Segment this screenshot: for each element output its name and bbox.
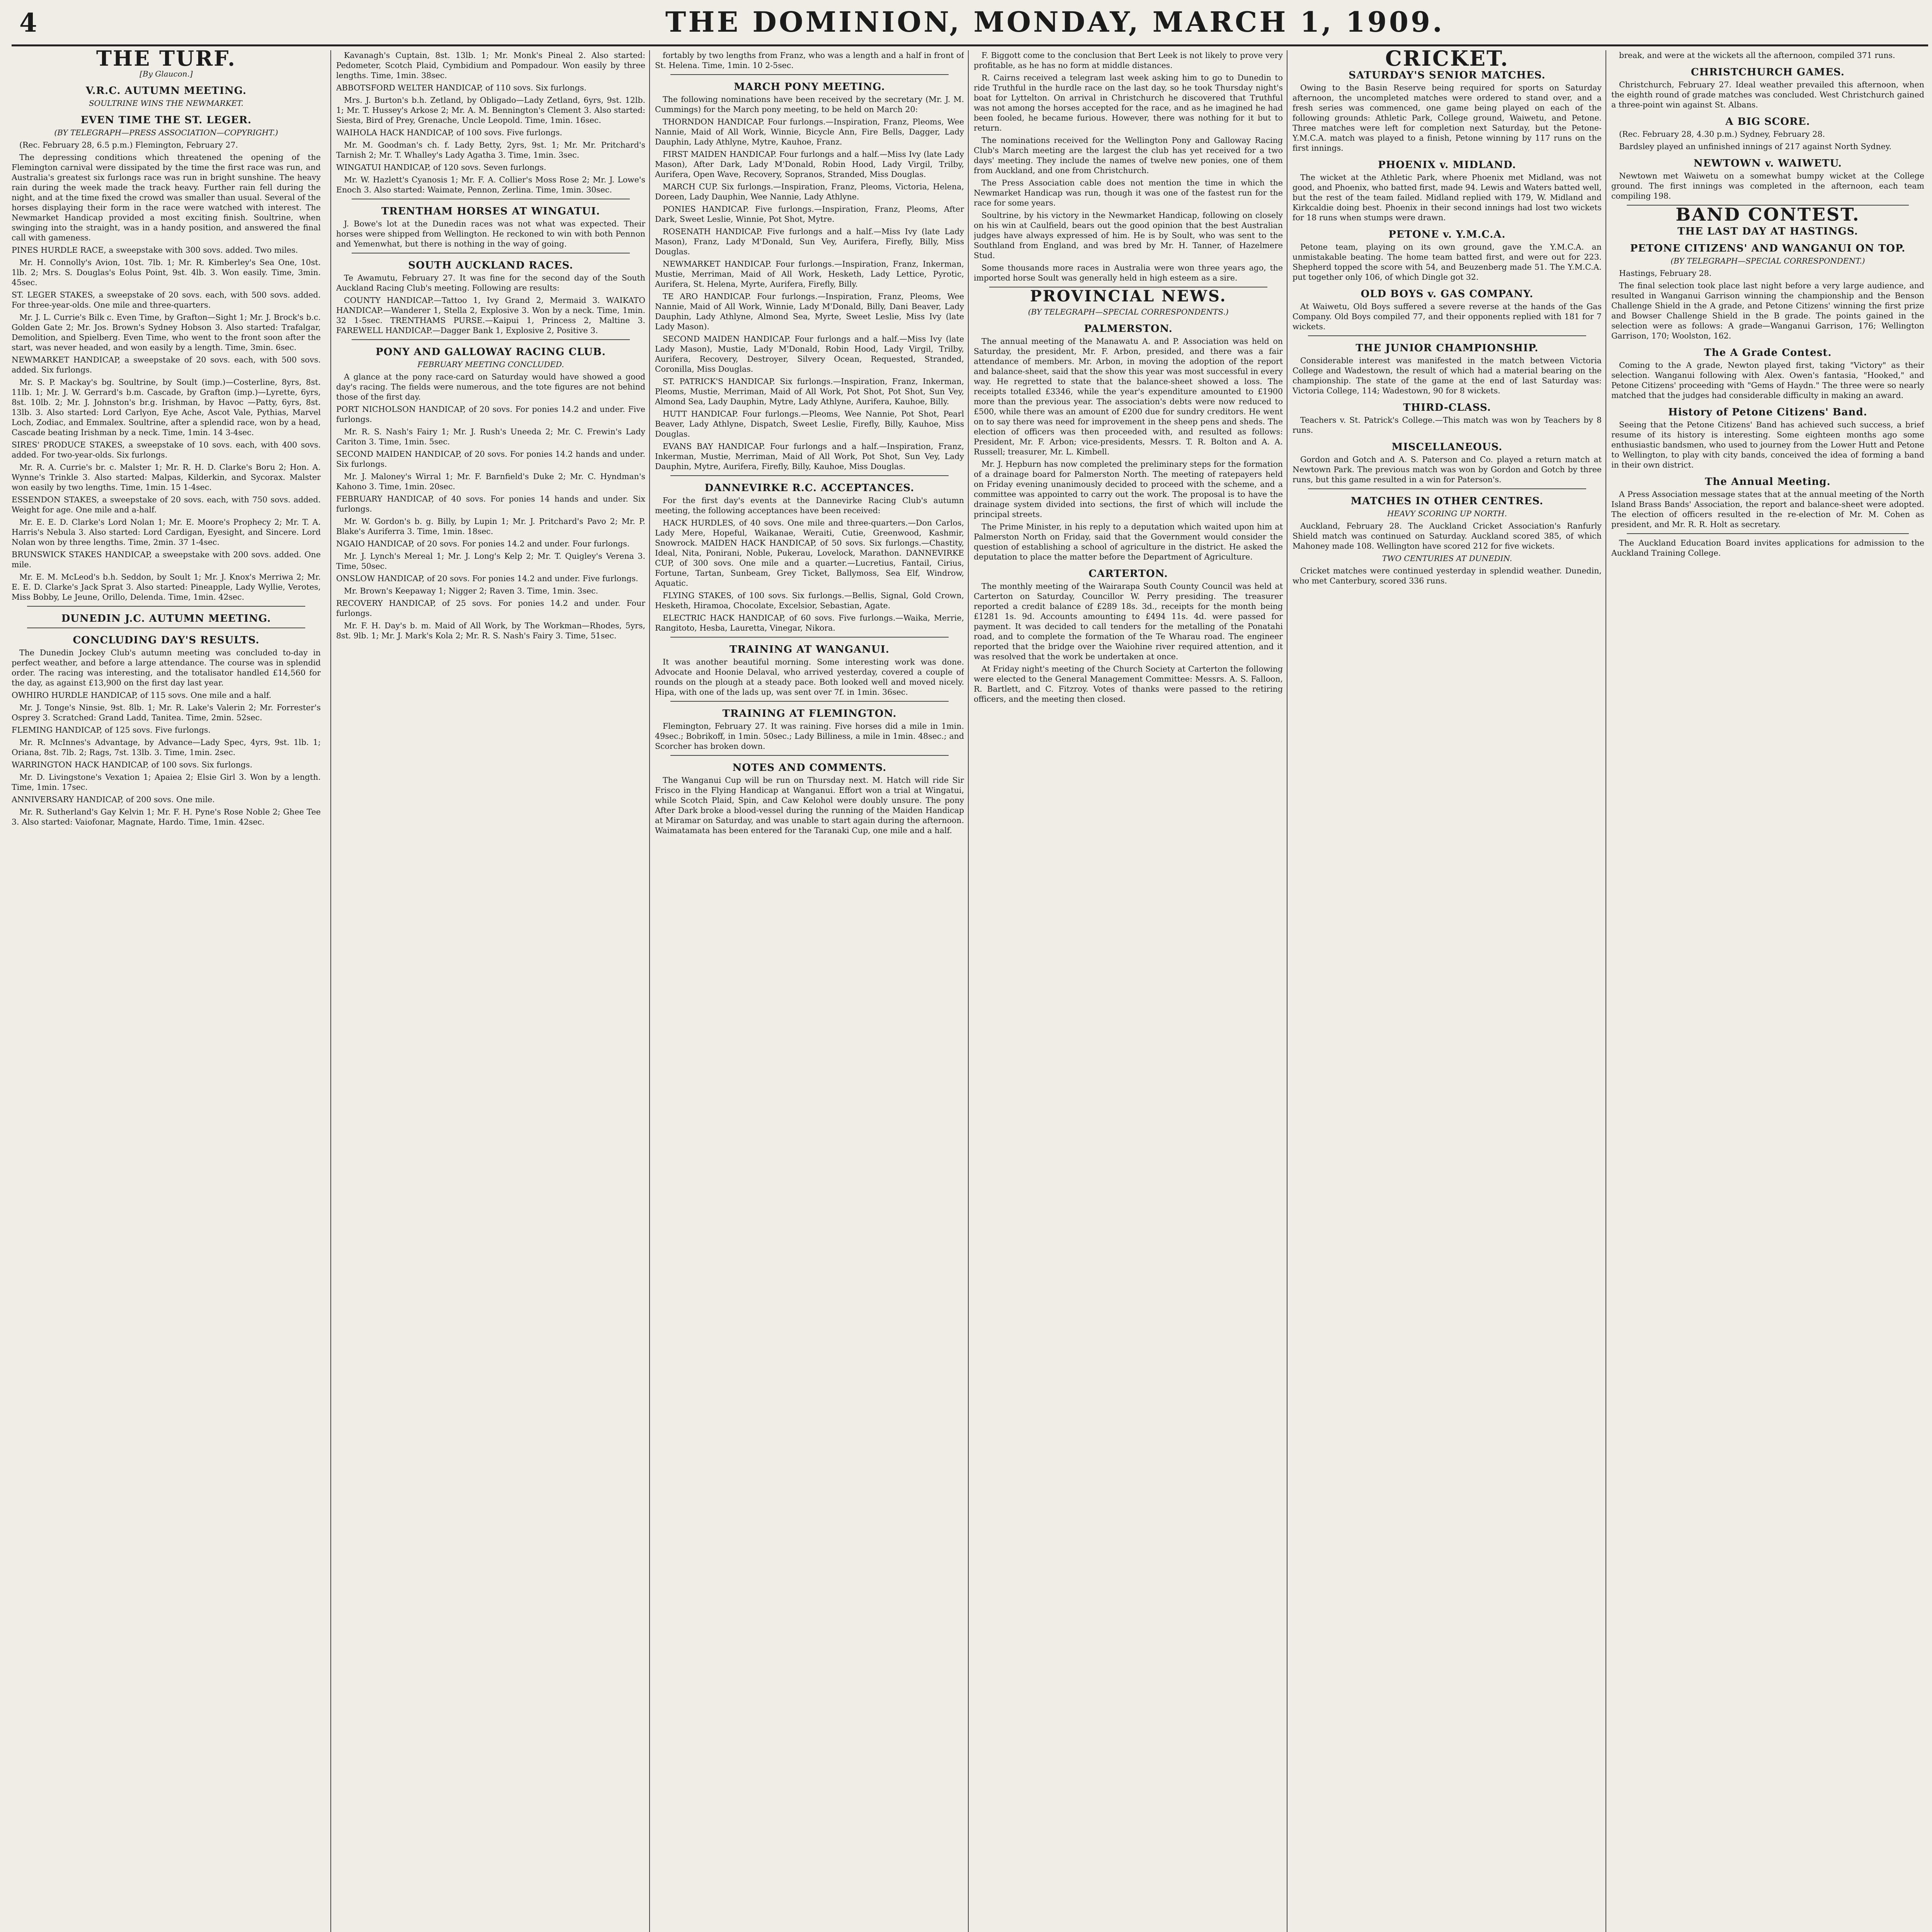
article-paragraph: Cricket matches were continued yesterday in splendid weather. Dunedin, who met Canterbury, scored 336 runs. — [1293, 566, 1602, 585]
article-paragraph: Gordon and Gotch and A. S. Paterson and Co. played a return match at Newtown Park. The previous match was won by Gordon and Gotch by three runs, but this game resulted in a win for Paterson's. — [1293, 455, 1602, 484]
race-heading: ESSENDON STAKES, a sweepstake of 20 sovs. each, with 750 sovs. added. Weight for age. One mile and a-half. — [12, 495, 321, 514]
newspaper-title: THE DOMINION, MONDAY, MARCH 1, 1909. — [665, 5, 1445, 38]
headline: TRAINING AT WANGANUI. — [730, 644, 889, 655]
byline: [By Glaucon.] — [139, 69, 193, 78]
columns — [12, 50, 1928, 1932]
headline: THIRD-CLASS. — [1403, 402, 1491, 413]
race-heading: OWHIRO HURDLE HANDICAP, of 115 sovs. One mile and a half. — [12, 690, 272, 700]
section-title: BAND CONTEST. — [1675, 204, 1860, 225]
race-result: Mr. J. Lynch's Mereal 1; Mr. J. Long's Kelp 2; Mr. T. Quigley's Verena 3. Time, 50sec. — [336, 551, 645, 571]
nomination-list: SECOND MAIDEN HANDICAP. Four furlongs and a half.—Miss Ivy (late Lady Mason), Mustie, Lady M'Donald, Robin Hood, Lady Virgil, Trilby, Aurifera, Recovery, Destroyer, Silvery Ocean, Requested, Stranded, Coronilla, Miss Douglas. — [655, 334, 964, 374]
article-paragraph: Kavanagh's Cuptain, 8st. 13lb. 1; Mr. Monk's Pineal 2. Also started: Pedometer, Scotch Plaid, Cymbidium and Pompadour. Won easily by three lengths. Time, 1min. 38sec. — [336, 51, 645, 80]
article-paragraph: J. Bowe's lot at the Dunedin races was not what was expected. Their horses were shipped from Wellington. He reckoned to win with both Pennon and Yemenwhat, but there is nothing in the way of going. — [336, 219, 645, 248]
race-heading: PINES HURDLE RACE, a sweepstake with 300 sovs. added. Two miles. — [12, 245, 298, 255]
nomination-list: EVANS BAY HANDICAP. Four furlongs and a half.—Inspiration, Franz, Inkerman, Mustie, Merriman, Maid of All Work, Pot Shot, Sun Vey, Lady Dauphin, Mytre, Aurifera, Firefly, Billy, Kauhoe, Miss Douglas. — [655, 442, 964, 471]
race-result: Mrs. J. Burton's b.h. Zetland, by Obligado—Lady Zetland, 6yrs, 9st. 12lb. 1; Mr. T. Hussey's Arkose 2; Mr. A. M. Bennington's Clement 3. Also started: Siesta, Bird of Prey, Grenache, Uncle Leopold. Time, 1min. 16sec. — [336, 95, 645, 125]
section-title: PROVINCIAL NEWS. — [1030, 287, 1227, 305]
article-paragraph: The monthly meeting of the Wairarapa South County Council was held at Carterton on Saturday, Councillor W. Perry presiding. The treasurer reported a credit balance of £289 18s. 3d., receipts for the month being £1281 1s. 9d. Accounts amounting to £494 11s. 4d. were passed for payment. It was decided to call tenders for the metalling of the Ponatahi road, and to complete the formation of the Te Wharau road. The engineer reported that the bridge over the Waiohine river required attention, and it was resolved that the work be undertaken at once. — [974, 582, 1283, 661]
masthead — [12, 0, 1928, 46]
article-paragraph: Te Awamutu, February 27. It was fine for the second day of the South Auckland Racing Club's meeting. Following are results: — [336, 273, 645, 293]
divider — [670, 475, 949, 476]
article-paragraph: Some thousands more races in Australia were won three years ago, the imported horse Soult was generally held in high esteem as a sire. — [974, 263, 1283, 282]
article-paragraph: Coming to the A grade, Newton played first, taking "Victory" as their selection. Wanganui following with Alex. Owen's fantasia, "Hooked," and Petone Citizens' proceeding with "Gems of Haydn." The three were so nearly matched that the judges had considerable difficulty in making an award. — [1611, 361, 1924, 400]
headline: V.R.C. AUTUMN MEETING. — [85, 85, 247, 97]
headline: TRAINING AT FLEMINGTON. — [722, 708, 897, 719]
nomination-list: HUTT HANDICAP. Four furlongs.—Pleoms, Wee Nannie, Pot Shot, Pearl Beaver, Lady Athlyne, Dispatch, Sweet Leslie, Firefly, Billy, Kauhoe, Miss Douglas. — [655, 409, 964, 439]
article-paragraph: Soultrine, by his victory in the Newmarket Handicap, following on closely on his win at Caulfield, bears out the good opinion that the best Australian judges have always expressed of him. He is by Soult, who was sent to the Southland from England, and was bred by Mr. H. Tanner, of Hazelmere Stud. — [974, 211, 1283, 260]
article-paragraph: A Press Association message states that at the annual meeting of the North Island Brass Bands' Association, the report and balance-sheet were adopted. The election of officers resulted in the re-election of Mr. M. Cohen as president, and Mr. R. R. Holt as secretary. — [1611, 490, 1924, 529]
race-heading: ONSLOW HANDICAP, of 20 sovs. For ponies 14.2 and under. Five furlongs. — [336, 574, 638, 583]
article-paragraph: The final selection took place last night before a very large audience, and resulted in Wanganui Garrison winning the championship and the Benson Challenge Shield in the A grade, and Petone Citizens' winning the first prize and Bowser Challenge Shield in the B grade. The points gained in the selection were as follows: A grade—Wanganui Garrison, 176; Wellington Garrison, 170; Woolston, 162. — [1611, 281, 1924, 340]
article-paragraph: Christchurch, February 27. Ideal weather prevailed this afternoon, when the eighth round of grade matches was concluded. West Christchurch gained a three-point win against St. Albans. — [1611, 80, 1924, 109]
article-paragraph: Petone team, playing on its own ground, gave the Y.M.C.A. an unmistakable beating. The home team batted first, and were out for 223. Shepherd topped the score with 54, and Beuzenberg made 51. The Y.M.C.A. put together only 106, of which Dingle got 32. — [1293, 242, 1602, 282]
headline: PETONE v. Y.M.C.A. — [1388, 229, 1506, 240]
article-paragraph: break, and were at the wickets all the afternoon, compiled 371 runs. — [1619, 51, 1895, 60]
subheadline: TWO CENTURIES AT DUNEDIN. — [1382, 554, 1512, 563]
race-heading: BRUNSWICK STAKES HANDICAP, a sweepstake with 200 sovs. added. One mile. — [12, 550, 321, 569]
headline: NOTES AND COMMENTS. — [732, 762, 887, 774]
race-result: Mr. F. H. Day's b. m. Maid of All Work, by The Workman—Rhodes, 5yrs, 8st. 9lb. 1; Mr. J. Mark's Kola 2; Mr. R. S. Nash's Fairy 3. Time, 51sec. — [336, 621, 645, 640]
headline: MATCHES IN OTHER CENTRES. — [1350, 495, 1544, 507]
headline: DUNEDIN J.C. AUTUMN MEETING. — [61, 613, 271, 624]
column-provincial — [974, 50, 1283, 1932]
article-paragraph: Auckland, February 28. The Auckland Cricket Association's Ranfurly Shield match was continued on Saturday. Auckland scored 385, of which Mahoney made 108. Wellington have scored 212 for five wickets. — [1293, 521, 1602, 551]
dateline: Hastings, February 28. — [1619, 269, 1712, 278]
race-result: Mr. S. P. Mackay's bg. Soultrine, by Soult (imp.)—Costerline, 8yrs, 8st. 11lb. 1; Mr. J. W. Gerrard's b.m. Cascade, by Grafton (imp.)—Lyrette, 6yrs, 8st. 10lb. 2; Mr. J. Johnston's br.g. Irishman, by Havoc —Patty, 6yrs, 8st. 13lb. 3. Also started: Lord Carlyon, Eye Ache, Ascot Vale, Pythias, Marvel Loch, Zodiac, and Emmalex. Soultrine, after a splendid race, won by a head, Cascade beating Irishman by a neck. Time, 1min. 14 3-4sec. — [12, 378, 321, 437]
dateline: (Rec. February 28, 4.30 p.m.) Sydney, February 28. — [1619, 129, 1825, 139]
article-paragraph: Considerable interest was manifested in the match between Victoria College and Wadestown, the result of which had a material bearing on the championship. The state of the game at the end of last Saturday was: Victoria College, 114; Wadestown, 90 for 8 wickets. — [1293, 356, 1602, 395]
acceptance-list: HACK HURDLES, of 40 sovs. One mile and three-quarters.—Don Carlos, Lady Mere, Hopeful, Waikanae, Weraiti, Cutie, Greenwood, Kashmir, Snowrock. MAIDEN HACK HANDICAP, of 50 sovs. Six furlongs.—Chastity, Ideal, Nita, Ponirani, Noble, Pukerau, Lovelock, Marathon. DANNEVIRKE CUP, of 300 sovs. One mile and a quarter.—Lucretius, Fantail, Cirius, Fortune, Tartan, Sunbeam, Grey Ticket, Ballymoss, Sea Elf, Windrow, Aquatic. — [655, 518, 964, 588]
race-heading: NEWMARKET HANDICAP, a sweepstake of 20 sovs. each, with 500 sovs. added. Six furlongs. — [12, 355, 321, 374]
race-result: Mr. Brown's Keepaway 1; Nigger 2; Raven 3. Time, 1min. 3sec. — [344, 586, 598, 595]
headline: EVEN TIME THE ST. LEGER. — [80, 114, 252, 126]
headline: DANNEVIRKE R.C. ACCEPTANCES. — [704, 482, 915, 494]
article-paragraph: It was another beautiful morning. Some interesting work was done. Advocate and Hoonie Delaval, who arrived yesterday, covered a couple of rounds on the plough at a steady pace. Both looked well and moved nicely. Hipa, with one of the lads up, was sent over 7f. in 1min. 36sec. — [655, 657, 964, 697]
headline: The Annual Meeting. — [1705, 476, 1831, 488]
race-heading: ST. LEGER STAKES, a sweepstake of 20 sovs. each, with 500 sovs. added. For three-year-olds. One mile and three-quarters. — [12, 290, 321, 310]
headline: TRENTHAM HORSES AT WINGATUI. — [381, 206, 600, 217]
race-heading: NGAIO HANDICAP, of 20 sovs. For ponies 14.2 and under. Four furlongs. — [336, 539, 630, 548]
subheadline: FEBRUARY MEETING CONCLUDED. — [417, 360, 564, 369]
race-result: COUNTY HANDICAP.—Tattoo 1, Ivy Grand 2, Mermaid 3. WAIKATO HANDICAP.—Wanderer 1, Stella 2, Explosive 3. Won by a neck. Time, 1min. 32 1-5sec. TRENTHAMS PURSE.—Kaipui 1, Princess 2, Maltine 3. FAREWELL HANDICAP.—Dagger Bank 1, Explosive 2, Positive 3. — [336, 296, 645, 335]
headline: THE JUNIOR CHAMPIONSHIP. — [1355, 342, 1539, 354]
article-paragraph: At Waiwetu, Old Boys suffered a severe reverse at the hands of the Gas Company. Old Boys compiled 77, and their opponents replied with 181 for 7 wickets. — [1293, 302, 1602, 331]
divider — [1308, 335, 1586, 336]
race-result: Mr. W. Gordon's b. g. Billy, by Lupin 1; Mr. J. Pritchard's Pavo 2; Mr. P. Blake's Auriferra 3. Time, 1min. 18sec. — [336, 517, 645, 536]
article-paragraph: Flemington, February 27. It was raining. Five horses did a mile in 1min. 49sec.; Bobrikoff, in 1min. 50sec.; Lady Billiness, a mile in 1min. 48sec.; and Scorcher has broken down. — [655, 721, 964, 751]
article-paragraph: Mr. J. Hepburn has now completed the preliminary steps for the formation of a drainage board for Palmerston North. The meeting of ratepayers held on Friday evening unanimously decided to proceed with the scheme, and a committee was appointed to carry out the work. The proposal is to have the drainage system divided into sections, the first of which will include the principal streets. — [974, 459, 1283, 519]
divider — [670, 637, 949, 638]
section-title: THE TURF. — [96, 50, 236, 71]
race-result: Mr. J. Tonge's Ninsie, 9st. 8lb. 1; Mr. R. Lake's Valerin 2; Mr. Forrester's Osprey 3. Scratched: Grand Ladd, Tanitea. Time, 2min. 52sec. — [12, 703, 321, 722]
headline: THE LAST DAY AT HASTINGS. — [1677, 226, 1858, 237]
section-title: CRICKET. — [1385, 50, 1509, 71]
headline: The A Grade Contest. — [1704, 347, 1832, 359]
headline: PONY AND GALLOWAY RACING CLUB. — [376, 346, 606, 358]
article-paragraph: The Prime Minister, in his reply to a deputation which waited upon him at Palmerston North on Friday, said that the Government would consider the question of establishing a school of agriculture in the district. He asked the deputation to place the matter before the Department of Agriculture. — [974, 522, 1283, 561]
race-result: Mr. M. Goodman's ch. f. Lady Betty, 2yrs, 9st. 1; Mr. Mr. Pritchard's Tarnish 2; Mr. T. Whalley's Lady Agatha 3. Time, 1min. 3sec. — [336, 140, 645, 160]
race-heading: ABBOTSFORD WELTER HANDICAP, of 110 sovs. Six furlongs. — [336, 83, 587, 92]
article-paragraph: R. Cairns received a telegram last week asking him to go to Dunedin to ride Truthful in the hurdle race on the last day, so he took Thursday night's boat for Lyttelton. On arrival in Christchurch he discovered that Truthful was not among the horses accepted for the race, and as he imagined he had been fooled, he became furious. However, there was nothing for it but to return. — [974, 73, 1283, 133]
race-heading: SIRES' PRODUCE STAKES, a sweepstake of 10 sovs. each, with 400 sovs. added. For two-year-olds. Six furlongs. — [12, 440, 321, 459]
article-paragraph: fortably by two lengths from Franz, who was a length and a half in front of St. Helena. Time, 1min. 10 2-5sec. — [655, 51, 964, 70]
article-paragraph: Seeing that the Petone Citizens' Band has achieved such success, a brief resume of its history is interesting. Some eighteen months ago some enthusiastic bandsmen, who used to journey from the Lower Hutt and Petone to Wellington, to play with city bands, conceived the idea of forming a band in their own district. — [1611, 420, 1924, 469]
article-paragraph: Bardsley played an unfinished innings of 217 against North Sydney. — [1619, 142, 1892, 151]
race-result: Mr. R. S. Nash's Fairy 1; Mr. J. Rush's Uneeda 2; Mr. C. Frewin's Lady Cariton 3. Time, 1min. 5sec. — [336, 427, 645, 446]
race-result: Mr. J. L. Currie's Bilk c. Even Time, by Grafton—Sight 1; Mr. J. Brock's b.c. Golden Gate 2; Mr. Jos. Brown's Sydney Hobson 3. Also started: Trafalgar, Demolition, and Spielberg. Even Time, who went to the front soon after the start, was never headed, and won easily by a length. Time, 3min. 6sec. — [12, 313, 321, 352]
column-racing-2 — [336, 50, 645, 1932]
divider — [352, 339, 630, 340]
headline: CARTERTON. — [1088, 568, 1168, 580]
headline: PETONE CITIZENS' AND WANGANUI ON TOP. — [1630, 243, 1906, 254]
race-result: Mr. J. Maloney's Wirral 1; Mr. F. Barnfield's Duke 2; Mr. C. Hyndman's Kahono 3. Time, 1min. 20sec. — [336, 472, 645, 491]
nomination-list: ST. PATRICK'S HANDICAP. Six furlongs.—Inspiration, Franz, Inkerman, Pleoms, Mustie, Merriman, Maid of All Work, Pot Shot, Pot Shot, Sun Vey, Almond Sea, Lady Dauphin, Mytre, Lady Athlyne, Aurifera, Kauhoe, Billy. — [655, 377, 964, 406]
race-heading: SECOND MAIDEN HANDICAP, of 20 sovs. For ponies 14.2 hands and under. Six furlongs. — [336, 449, 645, 469]
divider — [670, 755, 949, 756]
race-result: Mr. R. McInnes's Advantage, by Advance—Lady Spec, 4yrs, 9st. 1lb. 1; Oriana, 8st. 7lb. 2; Rags, 7st. 13lb. 3. Time, 1min. 2sec. — [12, 738, 321, 757]
article-paragraph: The wicket at the Athletic Park, where Phoenix met Midland, was not good, and Phoenix, who batted first, made 94. Lewis and Waters batted well, but the rest of the team failed. Midland replied with 179, W. Midland and Kirkcaldie doing best. Phoenix in their second innings had lost two wickets for 18 runs when stumps were drawn. — [1293, 173, 1602, 222]
divider — [1627, 533, 1909, 534]
article-paragraph: The nominations received for the Wellington Pony and Galloway Racing Club's March meeting are the largest the club has yet received for a two days' meeting. They include the names of twelve new ponies, one of them from Auckland, and one from Christchurch. — [974, 136, 1283, 175]
nomination-list: ROSENATH HANDICAP. Five furlongs and a half.—Miss Ivy (late Lady Mason), Franz, Lady M'Donald, Sun Vey, Aurifera, Firefly, Billy, Miss Douglas. — [655, 227, 964, 256]
race-heading: FLEMING HANDICAP, of 125 sovs. Five furlongs. — [12, 725, 211, 735]
headline: A BIG SCORE. — [1725, 116, 1810, 128]
race-heading: WINGATUI HANDICAP, of 120 sovs. Seven furlongs. — [336, 163, 546, 172]
article-paragraph: For the first day's events at the Dannevirke Racing Club's autumn meeting, the following acceptances have been received: — [655, 496, 964, 515]
nomination-list: TE ARO HANDICAP. Four furlongs.—Inspiration, Franz, Pleoms, Wee Nannie, Maid of All Work, Winnie, Lady M'Donald, Billy, Dani Beaver, Lady Dauphin, Lady Athlyne, Almond Sea, Myrte, Sweet Leslie, Miss Ivy (late Lady Mason). — [655, 292, 964, 331]
race-heading: FEBRUARY HANDICAP, of 40 sovs. For ponies 14 hands and under. Six furlongs. — [336, 494, 645, 514]
race-heading: WAIHOLA HACK HANDICAP, of 100 sovs. Five furlongs. — [336, 128, 563, 137]
race-heading: WARRINGTON HACK HANDICAP, of 100 sovs. Six furlongs. — [12, 760, 253, 769]
subheadline: HEAVY SCORING UP NORTH. — [1387, 509, 1507, 518]
race-result: Mr. W. Hazlett's Cyanosis 1; Mr. F. A. Collier's Moss Rose 2; Mr. J. Lowe's Enoch 3. Also started: Waimate, Pennon, Zerlina. Time, 1min. 30sec. — [336, 175, 645, 194]
article-paragraph: The Press Association cable does not mention the time in which the Newmarket Handicap was run, though it was one of the fastest run for the race for some years. — [974, 178, 1283, 207]
race-result: Mr. D. Livingstone's Vexation 1; Apaiea 2; Elsie Girl 3. Won by a length. Time, 1min. 17sec. — [12, 772, 321, 792]
race-result: Mr. R. Sutherland's Gay Kelvin 1; Mr. F. H. Pyne's Rose Noble 2; Ghee Tee 3. Also started: Vaiofonar, Magnate, Hardo. Time, 1min. 42sec. — [12, 807, 321, 827]
nomination-list: PONIES HANDICAP. Five furlongs.—Inspiration, Franz, Pleoms, After Dark, Sweet Leslie, Winnie, Pot Shot, Mytre. — [655, 204, 964, 224]
race-result: Mr. R. A. Currie's br. c. Malster 1; Mr. R. H. D. Clarke's Boru 2; Hon. A. Wynne's Trinkle 3. Also started: Malpas, Kilderkin, and Sycorax. Malster won easily by two lengths. Time, 1min. 15 1-4sec. — [12, 463, 321, 492]
race-heading: ANNIVERSARY HANDICAP, of 200 sovs. One mile. — [12, 795, 215, 804]
race-result: Mr. E. M. McLeod's b.h. Seddon, by Soult 1; Mr. J. Knox's Merriwa 2; Mr. E. E. D. Clarke's Jack Sprat 3. Also started: Pineapple, Lady Wyllie, Verotes, Miss Bobby, Le Jeune, Orillo, Delenda. Time, 1min. 42sec. — [12, 572, 321, 602]
credit-line: (BY TELEGRAPH—SPECIAL CORRESPONDENT.) — [1670, 256, 1865, 265]
article-paragraph: F. Biggott come to the conclusion that Bert Leek is not likely to prove very profitable, as he has no form at middle distances. — [974, 51, 1283, 70]
nomination-list: FIRST MAIDEN HANDICAP. Four furlongs and a half.—Miss Ivy (late Lady Mason), After Dark, Lady M'Donald, Robin Hood, Lady Virgil, Trilby, Aurifera, Open Wave, Recovery, Sopranos, Stranded, Miss Douglas. — [655, 150, 964, 179]
headline: CONCLUDING DAY'S RESULTS. — [73, 634, 260, 646]
headline: PALMERSTON. — [1084, 323, 1173, 335]
divider — [27, 606, 305, 607]
notice-paragraph: The Auckland Education Board invites applications for admission to the Auckland Training College. — [1611, 538, 1924, 558]
headline: History of Petone Citizens' Band. — [1668, 406, 1867, 418]
article-paragraph: At Friday night's meeting of the Church Society at Carterton the following were elected to the General Management Committee: Messrs. A. S. Falloon, R. Bartlett, and C. Fitzroy. Votes of thanks were passed to the retiring officers, and the meeting then closed. — [974, 664, 1283, 704]
column-racing-3 — [655, 50, 964, 1932]
headline: CHRISTCHURCH GAMES. — [1691, 66, 1845, 78]
article-paragraph: A glance at the pony race-card on Saturday would have showed a good day's racing. The fields were numerous, and the tote figures are not behind those of the first day. — [336, 372, 645, 401]
column-band-contest — [1611, 50, 1924, 1932]
dateline: (Rec. February 28, 6.5 p.m.) Flemington, February 27. — [19, 140, 238, 150]
headline: PHOENIX v. MIDLAND. — [1378, 159, 1516, 171]
race-result: Mr. E. E. D. Clarke's Lord Nolan 1; Mr. E. Moore's Prophecy 2; Mr. T. A. Harris's Nebula 3. Also started: Lord Cardigan, Eyesight, and Sincere. Lord Nolan won by three lengths. Time, 2min. 37 1-4sec. — [12, 517, 321, 547]
headline: OLD BOYS v. GAS COMPANY. — [1361, 288, 1534, 300]
article-paragraph: The depressing conditions which threatened the opening of the Flemington carnival were dissipated by the time the first race was run, and Australia's greatest six furlongs race was run in bright sunshine. The heavy rain during the week made the track heavy. Further rain fell during the night, and at the time fixed the crowd was smaller than usual. Several of the horses displaying their form in the race were watched with interest. The Newmarket Handicap provided a most exciting finish. Soultrine, when swinging into the straight, was in a handy position, and answered the final call with gameness. — [12, 153, 321, 242]
race-heading: RECOVERY HANDICAP, of 25 sovs. For ponies 14.2 and under. Four furlongs. — [336, 599, 645, 618]
headline: NEWTOWN v. WAIWETU. — [1694, 158, 1842, 169]
article-paragraph: The Dunedin Jockey Club's autumn meeting was concluded to-day in perfect weather, and before a large attendance. The course was in splendid order. The racing was interesting, and the totalisator handled £14,560 for the day, as against £13,900 on the first day last year. — [12, 648, 321, 687]
race-heading: PORT NICHOLSON HANDICAP, of 20 sovs. For ponies 14.2 and under. Five furlongs. — [336, 405, 645, 424]
headline: MARCH PONY MEETING. — [734, 81, 885, 93]
divider — [670, 701, 949, 702]
headline: SOUTH AUCKLAND RACES. — [408, 260, 573, 271]
divider — [1308, 488, 1586, 489]
article-paragraph: Newtown met Waiwetu on a somewhat bumpy wicket at the College ground. The first innings was completed in the afternoon, each team compiling 198. — [1611, 171, 1924, 201]
column-cricket — [1293, 50, 1602, 1932]
headline: SATURDAY'S SENIOR MATCHES. — [1349, 70, 1546, 81]
article-paragraph: The following nominations have been received by the secretary (Mr. J. M. Cummings) for the March pony meeting, to be held on March 20: — [655, 95, 964, 114]
article-paragraph: The annual meeting of the Manawatu A. and P. Association was held on Saturday, the president, Mr. F. Arbon, presided, and there was a fair attendance of members. Mr. Arbon, in moving the adoption of the report and balance-sheet, said that the show this year was most successful in every way. He regretted to state that the balance-sheet showed a loss. The receipts totalled £3346, while the year's expenditure amounted to £1900 more than the previous year. The association's debts were now reduced to £500, while there was an amount of £200 due for sundry creditors. He went on to say there was need for improvement in the sheep pens and sheds. The election of officers was then proceeded with, and resulted as follows: President, Mr. F. Arbon; vice-presidents, Messrs. T. R. Bolton and A. A. Russell; treasurer, Mr. L. Kimbell. — [974, 337, 1283, 456]
nomination-list: MARCH CUP. Six furlongs.—Inspiration, Franz, Pleoms, Victoria, Helena, Doreen, Lady Dauphin, Wee Nannie, Lady Athlyne. — [655, 182, 964, 201]
race-result: Mr. H. Connolly's Avion, 10st. 7lb. 1; Mr. R. Kimberley's Sea One, 10st. 1lb. 2; Mrs. S. Douglas's Eolus Point, 9st. 4lb. 3. Won easily. Time, 3min. 45sec. — [12, 258, 321, 287]
article-paragraph: The Wanganui Cup will be run on Thursday next. M. Hatch will ride Sir Frisco in the Flying Handicap at Wanganui. Effort won a trial at Wingatui, while Scotch Plaid, Spin, and Caw Kelohol were doubly unsure. The pony After Dark broke a blood-vessel during the running of the Maiden Handicap at Miramar on Saturday, and was unable to start again during the afternoon. Waimatamata has been entered for the Taranaki Cup, one mile and a half. — [655, 776, 964, 835]
article-paragraph: Teachers v. St. Patrick's College.—This match was won by Teachers by 8 runs. — [1293, 415, 1602, 435]
nomination-list: THORNDON HANDICAP. Four furlongs.—Inspiration, Franz, Pleoms, Wee Nannie, Maid of All Work, Winnie, Bicycle Ann, Fire Bells, Dagger, Lady Dauphin, Lady Athlyne, Mytre, Kauhoe, Franz. — [655, 117, 964, 146]
credit-line: (BY TELEGRAPH—SPECIAL CORRESPONDENTS.) — [1028, 307, 1229, 316]
credit-line: (BY TELEGRAPH—PRESS ASSOCIATION—COPYRIGHT.) — [54, 128, 278, 137]
acceptance-list: FLYING STAKES, of 100 sovs. Six furlongs.—Bellis, Signal, Gold Crown, Hesketh, Hiramoa, Chocolate, Excelsior, Sebastian, Agate. — [655, 591, 964, 610]
headline: MISCELLANEOUS. — [1391, 441, 1503, 453]
column-turf — [12, 50, 321, 1932]
divider — [670, 74, 949, 75]
subheadline: SOULTRINE WINS THE NEWMARKET. — [88, 99, 244, 108]
page-number: 4 — [19, 8, 37, 38]
nomination-list: NEWMARKET HANDICAP. Four furlongs.—Inspiration, Franz, Inkerman, Mustie, Merriman, Maid of All Work, Hesketh, Lady Lettice, Pyrotic, Aurifera, St. Helena, Myrte, Aurifera, Firefly, Billy. — [655, 259, 964, 289]
acceptance-list: ELECTRIC HACK HANDICAP, of 60 sovs. Five furlongs.—Waika, Merrie, Rangitoto, Hesba, Lauretta, Vinegar, Nikora. — [655, 613, 964, 633]
article-paragraph: Owing to the Basin Reserve being required for sports on Saturday afternoon, the uncompleted matches were ordered to stand over, and a fresh series was commenced, one game being played on each of the following grounds: Athletic Park, College ground, Waiwetu, and Petone. Three matches were left for completion next Saturday, but the Petone-Y.M.C.A. match was played to a finish, Petone winning by 117 runs on the first innings. — [1293, 83, 1602, 153]
